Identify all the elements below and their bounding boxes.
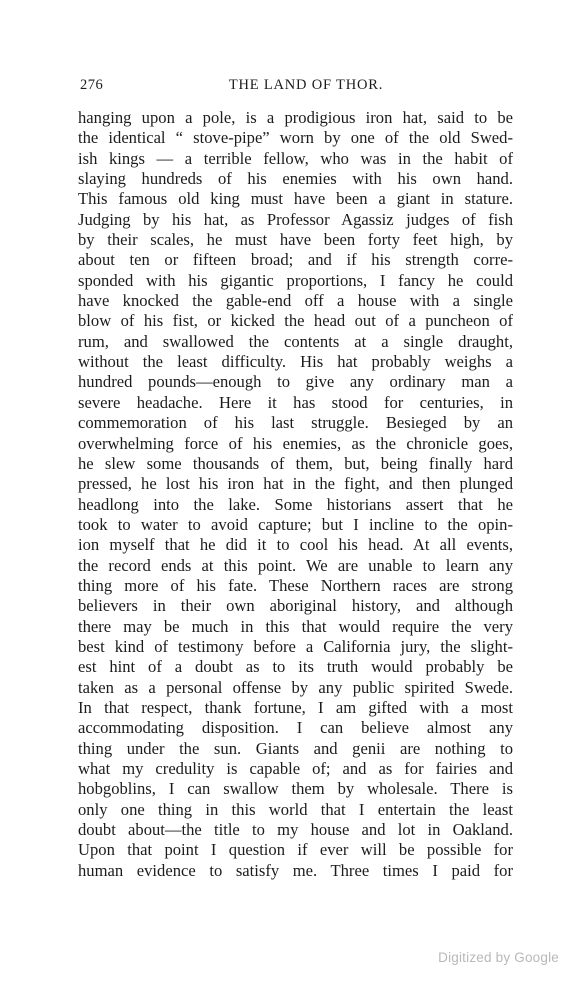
text-line: by their scales, he must have been forty feet high, by xyxy=(78,230,513,250)
text-line: thing under the sun. Giants and genii are nothing to xyxy=(78,738,513,758)
text-line: taken as a personal offense by any public spirited Swede. xyxy=(78,677,513,697)
text-line: This famous old king must have been a giant in stature. xyxy=(78,189,513,209)
text-line: there may be much in this that would require the very xyxy=(78,616,513,636)
text-line: severe headache. Here it has stood for centuries, in xyxy=(78,392,513,412)
text-line: ish kings — a terrible fellow, who was in the habit of xyxy=(78,148,513,168)
text-line: only one thing in this world that I entertain the least xyxy=(78,799,513,819)
running-header xyxy=(80,74,512,96)
page-number: 276 xyxy=(80,77,104,93)
text-line: Upon that point I question if ever will be possible for xyxy=(78,840,513,860)
text-line: took to water to avoid capture; but I incline to the opin- xyxy=(78,514,513,534)
text-line: blow of his fist, or kicked the head out of a puncheon of xyxy=(78,311,513,331)
text-line: the identical “ stove-pipe” worn by one of the old Swed- xyxy=(78,128,513,148)
text-line: the record ends at this point. We are unable to learn any xyxy=(78,555,513,575)
text-line: have knocked the gable-end off a house with a single xyxy=(78,291,513,311)
text-line: believers in their own aboriginal history, and although xyxy=(78,596,513,616)
text-line: Judging by his hat, as Professor Agassiz judges of fish xyxy=(78,209,513,229)
text-line: rum, and swallowed the contents at a single draught, xyxy=(78,331,513,351)
text-line: commemoration of his last struggle. Besieged by an xyxy=(78,413,513,433)
text-line: human evidence to satisfy me. Three times I paid for xyxy=(78,860,513,880)
text-line: without the least difficulty. His hat probably weighs a xyxy=(78,352,513,372)
running-title: THE LAND OF THOR. xyxy=(228,77,384,93)
text-line: pressed, he lost his iron hat in the fight, and then plunged xyxy=(78,474,513,494)
text-line: what my credulity is capable of; and as for fairies and xyxy=(78,759,513,778)
text-line: about ten or fifteen broad; and if his strength corre- xyxy=(78,250,513,270)
text-line: est hint of a doubt as to its truth would probably be xyxy=(78,657,513,677)
text-line: thing more of his fate. These Northern races are strong xyxy=(78,575,513,595)
text-line: ion myself that he did it to cool his head. At all events, xyxy=(78,535,513,555)
text-line: hobgoblins, I can swallow them by wholesale. There is xyxy=(78,779,513,799)
text-line: overwhelming force of his enemies, as the chronicle goes, xyxy=(78,433,513,453)
text-line: hanging upon a pole, is a prodigious iron hat, said to be xyxy=(78,108,513,127)
text-line: In that respect, thank fortune, I am gifted with a most xyxy=(78,697,513,717)
body-text xyxy=(78,108,513,881)
text-line: hundred pounds—enough to give any ordinary man a xyxy=(78,372,513,392)
text-line: he slew some thousands of them, but, being finally hard xyxy=(78,453,513,473)
digitized-watermark: Digitized by Google xyxy=(438,950,559,965)
text-line: doubt about—the title to my house and lot in Oakland. xyxy=(78,820,513,840)
text-line: slaying hundreds of his enemies with his own hand. xyxy=(78,169,513,189)
text-line: sponded with his gigantic proportions, I fancy he could xyxy=(78,270,513,290)
text-line: accommodating disposition. I can believe almost any xyxy=(78,718,513,738)
text-line: headlong into the lake. Some historians assert that he xyxy=(78,494,513,514)
text-line: best kind of testimony before a California jury, the slight- xyxy=(78,636,513,656)
